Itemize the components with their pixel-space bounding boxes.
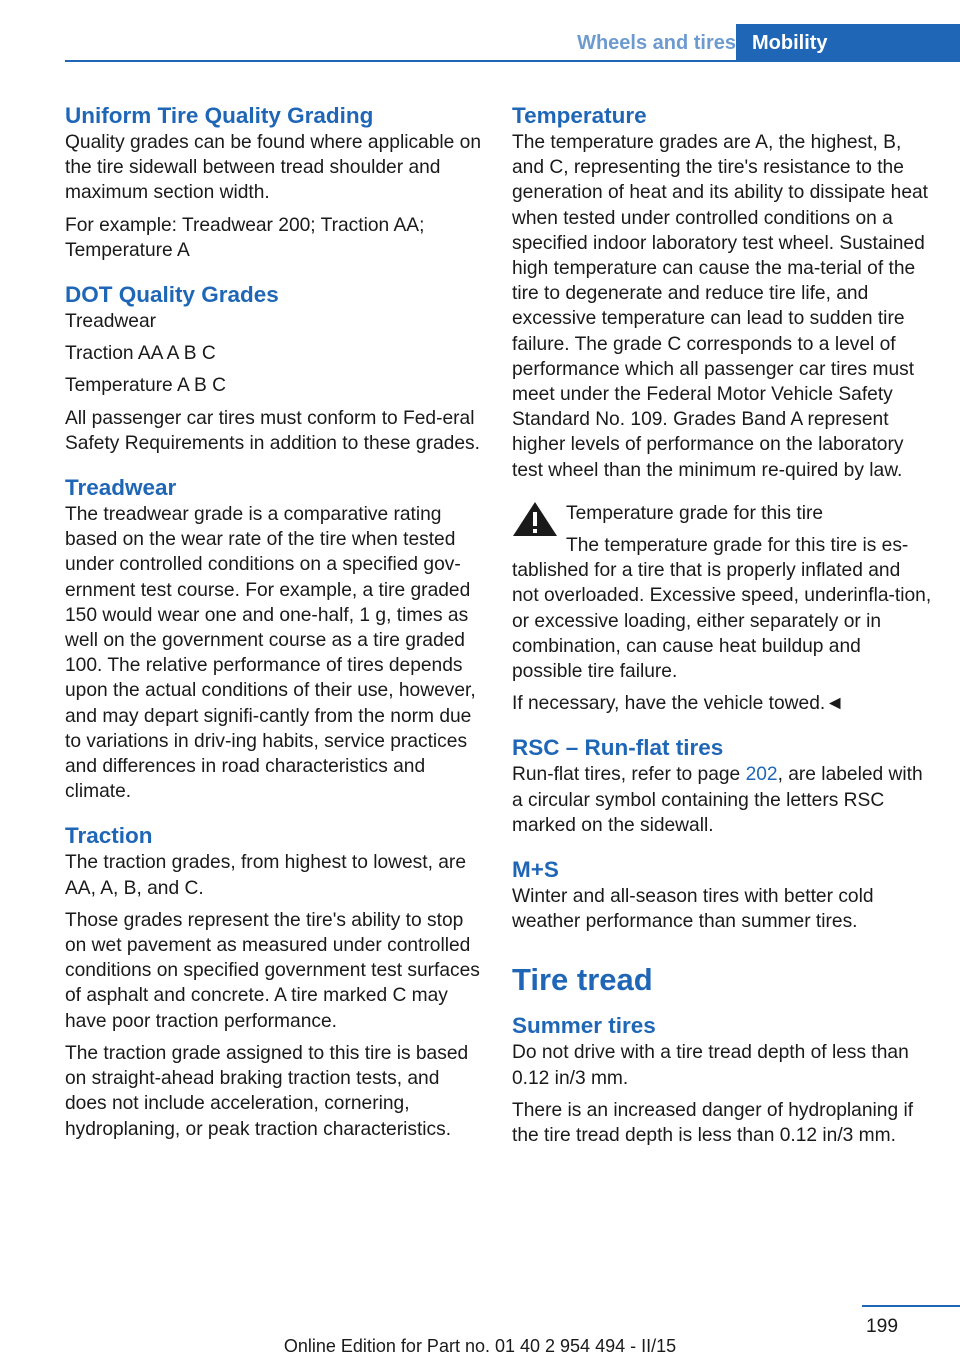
rsc-text-before: Run-flat tires, refer to page	[512, 764, 746, 786]
heading-tire-tread: Tire tread	[512, 962, 653, 998]
paragraph	[512, 762, 932, 838]
rsc-text-after: , are labeled with a circular symbol containing the letters RSC marked on the sidewall.	[512, 764, 923, 836]
section-rsc	[512, 734, 932, 838]
paragraph: There is an increased danger of hydroplaning if the tire tread depth is less than 0.12 in/3 mm.	[512, 1099, 914, 1147]
warning-text-rest: tablished for a tire that is properly inflated and not overloaded. Excessive speed, underinfla‐tion, or excessive loading, either separately or in combination, can cause heat buildup and possible tire failure.	[512, 560, 932, 683]
section-treadwear	[65, 474, 481, 804]
heading-uniform-grading: Uniform Tire Quality Grading	[65, 103, 374, 128]
grade-line: Temperature A B C	[65, 375, 227, 397]
section-temperature	[512, 102, 932, 483]
header-chapter-tab[interactable]: Mobility	[736, 24, 960, 62]
left-column	[65, 102, 481, 1160]
paragraph: Winter and all-season tires with better cold weather performance than summer tires.	[512, 886, 874, 933]
paragraph: The temperature grades are A, the highest, B, and C, representing the tire's resistance to the generation of heat and its ability to dissipate heat when tested under controlled conditions on a specified indoor laboratory test wheel. Sustained high temperature can cause the ma‐terial of the tire to degenerate and reduce tire life, and excessive temperature can lead to sudden tire failure. The grade C corresponds to a level of performance which all passenger car tires must meet under the Federal Motor Vehicle Safety Standard No. 109. Grades Band A represent higher levels of performance on the laboratory test wheel than the minimum re‐quired by law.	[512, 132, 929, 481]
heading-rsc: RSC – Run-flat tires	[512, 735, 724, 761]
warning-box	[512, 501, 932, 717]
paragraph: Those grades represent the tire's ability to stop on wet pavement as measured under controlled conditions on specified government test surfaces of asphalt and concrete. A tire marked C may have poor traction performance.	[65, 909, 480, 1032]
section-ms	[512, 856, 932, 934]
heading-traction: Traction	[65, 823, 153, 849]
heading-ms: M+S	[512, 857, 559, 883]
section-tire-tread	[512, 960, 932, 1148]
page-number: 199	[865, 1316, 898, 1337]
paragraph: The treadwear grade is a comparative rating based on the wear rate of the tire when tested under controlled conditions on a specified gov‐ernment test course. For example, a tire graded 150 would wear one and one-half, 1 g, times as well on the government course as a tire graded 100. The relative performance of tires depends upon the actual conditions of their use, however, and may depart signifi‐cantly from the norm due to variations in driv‐ing habits, service practices and differences in road characteristics and climate.	[65, 504, 476, 803]
page-link-202[interactable]: 202	[745, 764, 778, 786]
heading-treadwear: Treadwear	[65, 475, 177, 501]
warning-title-text: Temperature grade for this tire	[566, 502, 824, 524]
footer-rule	[862, 1305, 960, 1307]
right-column	[512, 102, 932, 1155]
heading-summer-tires: Summer tires	[512, 1013, 656, 1039]
paragraph: The traction grade assigned to this tire is based on straight-ahead braking traction tests, and does not include acceleration, cornering, hydroplaning, or peak traction characteristics.	[65, 1042, 469, 1140]
header-section-tab[interactable]: Wheels and tires	[577, 32, 736, 54]
paragraph: All passenger car tires must conform to Fed‐eral Safety Requirements in addition to these grades.	[65, 407, 480, 454]
grade-line: Traction AA A B C	[65, 343, 216, 365]
paragraph: The traction grades, from highest to lowest, are AA, A, B, and C.	[65, 852, 466, 899]
heading-dot-grades: DOT Quality Grades	[65, 282, 279, 308]
section-uniform-grading	[65, 102, 481, 263]
footer-edition: Online Edition for Part no. 01 40 2 954 494 - II/15	[283, 1336, 677, 1356]
warning-text-line: The temperature grade for this tire is es‐	[566, 535, 909, 557]
grade-line: Treadwear	[65, 311, 156, 333]
warning-text	[512, 533, 932, 684]
warning-title	[512, 501, 932, 526]
paragraph: Do not drive with a tire tread depth of less than 0.12 in/3 mm.	[512, 1042, 909, 1089]
heading-temperature: Temperature	[512, 103, 647, 128]
paragraph: For example: Treadwear 200; Traction AA; Temperature A	[65, 214, 425, 261]
paragraph: Quality grades can be found where applicable on the tire sidewall between tread shoulder and maximum section width.	[65, 132, 482, 204]
paragraph: If necessary, have the vehicle towed.◄	[512, 693, 845, 715]
section-dot-grades	[65, 281, 481, 456]
warning-triangle-icon	[512, 501, 558, 537]
section-traction	[65, 822, 481, 1141]
